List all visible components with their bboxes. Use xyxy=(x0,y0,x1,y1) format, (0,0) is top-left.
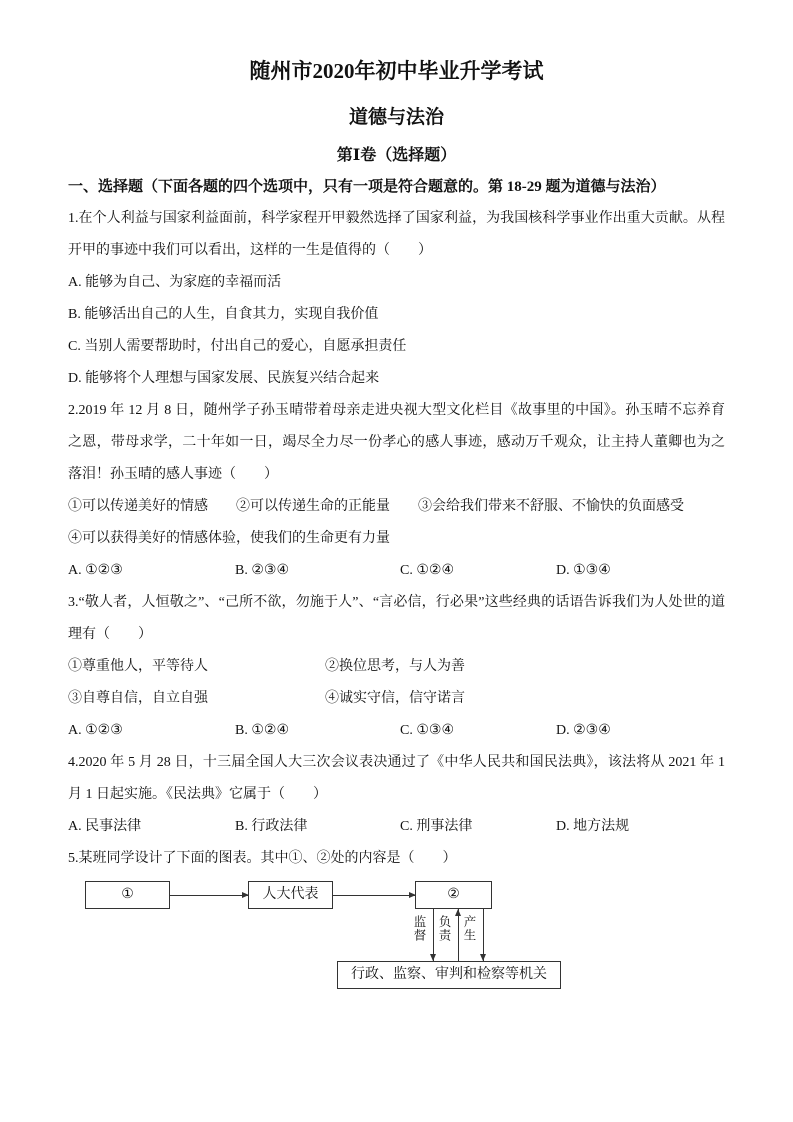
question-2-option-b: B. ②③④ xyxy=(235,563,289,578)
question-4-option-d: D. 地方法规 xyxy=(556,819,630,834)
question-4-stem: 4.2020 年 5 月 28 日，十三届全国人大三次会议表决通过了《中华人民共和国民法典》，该法将从 2021 年 1 月 1 日起实施。《民法典》它属于（ ） xyxy=(68,755,725,802)
exam-subject: 道德与法治 xyxy=(348,107,444,128)
question-3-subitem-4: ④诚实守信，信守诺言 xyxy=(325,691,465,706)
question-3-option-d: D. ②③④ xyxy=(556,723,611,738)
question-3-subitem-1: ①尊重他人，平等待人 xyxy=(68,659,208,674)
diagram-box-state-organs: 行政、监察、审判和检察等机关 xyxy=(337,961,561,989)
diagram-box-1: ① xyxy=(85,881,170,909)
diagram-box-2: ② xyxy=(415,881,492,909)
question-2-option-a: A. ①②③ xyxy=(68,563,123,578)
question-3 xyxy=(68,587,725,747)
question-5-stem: 5.某班同学设计了下面的图表。其中①、②处的内容是（ ） xyxy=(68,851,457,866)
question-2 xyxy=(68,395,725,587)
question-4-option-a: A. 民事法律 xyxy=(68,819,142,834)
question-1-option-b: B. 能够活出自己的人生，自食其力，实现自我价值 xyxy=(68,307,379,322)
question-1-option-a: A. 能够为自己、为家庭的幸福而活 xyxy=(68,275,282,290)
produce-arrow-down-icon xyxy=(483,909,484,961)
question-1-stem: 1.在个人利益与国家利益面前，科学家程开甲毅然选择了国家利益，为我国核科学事业作出重大贡献。从程开甲的事迹中我们可以看出，这样的一生是值得的（ ） xyxy=(68,211,725,258)
question-4 xyxy=(68,747,725,843)
question-2-subitems-line-1: ①可以传递美好的情感 ②可以传递生命的正能量 ③会给我们带来不舒服、不愉快的负面感受 xyxy=(68,499,684,514)
question-4-option-b: B. 行政法律 xyxy=(235,819,308,834)
state-organs-diagram xyxy=(68,881,725,997)
responsible-arrow-label: 负责 xyxy=(437,915,451,942)
arrow-box2-to-box3-icon xyxy=(333,895,415,896)
diagram-box-deputies: 人大代表 xyxy=(248,881,333,909)
question-2-stem: 2.2019 年 12 月 8 日，随州学子孙玉晴带着母亲走进央视大型文化栏目《故事里的中国》。孙玉晴不忘养育之恩，带母求学，二十年如一日，竭尽全力尽一份孝心的感人事迹，感动万千观众，让主持人董卿也为之落泪！孙玉晴的感人事迹（ ） xyxy=(68,403,725,482)
produce-arrow-label: 产生 xyxy=(462,915,476,942)
question-2-subitems-line-2: ④可以获得美好的情感体验，使我们的生命更有力量 xyxy=(68,531,390,546)
question-1-option-c: C. 当别人需要帮助时，付出自己的爱心，自愿承担责任 xyxy=(68,339,407,354)
volume-heading: 第Ⅰ卷（选择题） xyxy=(336,147,457,164)
supervise-arrow-label: 监督 xyxy=(412,915,426,942)
question-2-option-d: D. ①③④ xyxy=(556,563,611,578)
question-3-option-a: A. ①②③ xyxy=(68,723,123,738)
arrow-box1-to-box2-icon xyxy=(170,895,248,896)
question-3-option-b: B. ①②④ xyxy=(235,723,289,738)
question-3-option-c: C. ①③④ xyxy=(400,723,454,738)
question-2-option-c: C. ①②④ xyxy=(400,563,454,578)
question-1-option-d: D. 能够将个人理想与国家发展、民族复兴结合起来 xyxy=(68,371,380,386)
question-4-option-c: C. 刑事法律 xyxy=(400,819,473,834)
question-3-subitem-3: ③自尊自信，自立自强 xyxy=(68,691,208,706)
question-3-options-row xyxy=(68,715,725,747)
question-2-options-row xyxy=(68,555,725,587)
exam-title: 随州市2020年初中毕业升学考试 xyxy=(249,59,544,83)
question-3-subitems xyxy=(68,651,725,715)
supervise-arrow-down-icon xyxy=(433,909,434,961)
question-1 xyxy=(68,203,725,395)
responsible-arrow-up-icon xyxy=(458,909,459,961)
question-5 xyxy=(68,843,725,997)
question-3-stem: 3.“敬人者，人恒敬之”、“己所不欲，勿施于人”、“言必信，行必果”这些经典的话语告诉我们为人处世的道理有（ ） xyxy=(68,595,725,642)
question-3-subitem-2: ②换位思考，与人为善 xyxy=(325,659,465,674)
section-one-heading: 一、选择题（下面各题的四个选项中，只有一项是符合题意的。第 18-29 题为道德与法治） xyxy=(68,179,666,195)
question-4-options-row xyxy=(68,811,725,843)
